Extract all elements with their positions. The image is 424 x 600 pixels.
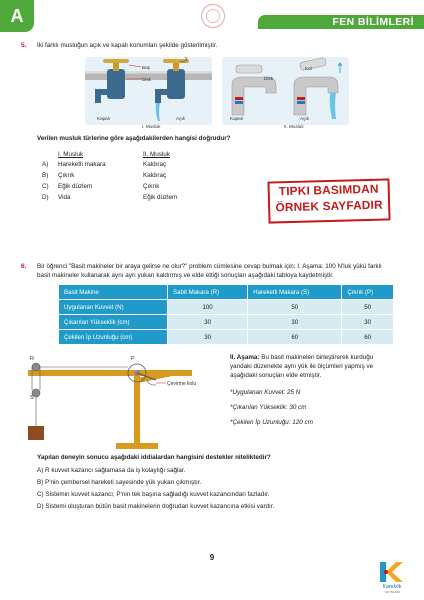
stage2-text-1: Bu basit makineleri birleştirerek kurduğu <box>259 354 374 361</box>
table-row <box>59 330 394 345</box>
q6-option-c[interactable]: C) Sistemin kuvvet kazancı; P'nin tek başına sağladığı kuvvet kazancından fazladır. <box>37 491 270 498</box>
table-cell: 30 <box>248 315 342 330</box>
stage2-line-1 <box>230 354 373 362</box>
table-cell: 60 <box>342 330 394 345</box>
fig2-label-kapali: Kapalı <box>230 116 244 121</box>
table-cell: 30 <box>168 330 248 345</box>
q6-number: 6. <box>21 263 27 270</box>
q5-option-c-letter[interactable]: C) <box>42 183 49 190</box>
table-header-row <box>59 285 394 300</box>
stage2-result-1: *Uygulanan Kuvvet: 25 N <box>230 389 301 396</box>
table-header-cell: Hareketli Makara (S) <box>248 285 342 300</box>
q6-text-line-2: basit makineler kullanarak aynı ayrı yukarı kaldırmış ve elde ettiği sonuçları aşağıdaki tabloya kaydetmiştir. <box>37 272 334 279</box>
q5-number: 5. <box>21 42 27 49</box>
stage2-line-2: yandaki düzenekte aynı yük ile ölçümleri yapmış ve <box>230 363 374 370</box>
q6-option-b[interactable]: B) P'nin çembersel hareketi sayesinde yük yukarı çıkmıştır. <box>37 479 202 486</box>
table-row-label: Çekilen İp Uzunluğu (cm) <box>59 330 168 345</box>
table-row <box>59 300 394 315</box>
publisher-logo <box>372 560 412 594</box>
stage2-result-3: *Çekilen İp Uzunluğu: 120 cm <box>230 419 313 426</box>
fig2-label-disk: Disk <box>264 76 273 81</box>
apparatus-label-p: P <box>131 356 135 362</box>
fig1-label-bas: Baş <box>142 65 150 70</box>
page-number: 9 <box>209 553 215 562</box>
q5-col1-header: I. Musluk <box>58 151 84 158</box>
pulley-winch-illustration <box>20 350 200 450</box>
table-cell: 60 <box>248 330 342 345</box>
q5-option-c-c2: Çıkrık <box>143 183 160 190</box>
table-row <box>59 315 394 330</box>
q6-prompt: Yapılan deneyin sonucu aşağıdaki iddialardan hangisini destekler niteliktedir? <box>37 454 271 461</box>
section-badge: A <box>0 0 34 32</box>
apparatus-label-cevirme-kolu: Çevirme kolu <box>167 381 197 387</box>
table-row-label: Uygulanan Kuvvet (N) <box>59 300 168 315</box>
table-header-cell: Basit Makine <box>59 285 168 300</box>
publisher-sub: YAYINLARI <box>384 590 400 594</box>
table-cell: 50 <box>342 300 394 315</box>
table-cell: 100 <box>168 300 248 315</box>
table-cell: 30 <box>168 315 248 330</box>
table-header-cell: Sabit Makara (R) <box>168 285 248 300</box>
q5-option-b-letter[interactable]: B) <box>42 172 49 179</box>
table-cell: 50 <box>248 300 342 315</box>
apparatus-label-r: R <box>30 356 34 362</box>
q5-option-d-c1: Vida <box>58 194 71 201</box>
apparatus-label-s: S <box>30 395 34 401</box>
ministry-logo-inner <box>206 9 220 23</box>
stamp-line-1: TIPKI BASIMDAN <box>278 181 379 199</box>
table-row-label: Çıkarılan Yükseklik (cm) <box>59 315 168 330</box>
table-cell: 30 <box>342 315 394 330</box>
fig1-label-acik: Açık <box>176 116 185 121</box>
fig2-label-acik: Açık <box>300 116 309 121</box>
q5-option-b-c1: Çıkrık <box>58 172 75 179</box>
q5-option-d-letter[interactable]: D) <box>42 194 49 201</box>
q6-results-table <box>58 284 394 345</box>
q5-figure-2 <box>222 57 349 125</box>
fig1-label-kapali: Kapalı <box>97 116 111 121</box>
q5-col2-header: II. Musluk <box>143 151 170 158</box>
fig2-caption: II. Musluk <box>284 124 304 129</box>
q6-text-line-1: Bir öğrenci "Basit makineler bir araya gelirse ne olur?" problem cümlesine cevap bulmak için; I. Aşama: 100 N'luk yükü farklı <box>37 263 382 270</box>
q6-option-d[interactable]: D) Sistemi oluşturan bütün basit makinelerin doğrudan kuvvet kazancına etkisi vardır. <box>37 503 275 510</box>
lever-tap-illustration <box>222 57 349 125</box>
q5-option-a-c2: Kaldıraç <box>143 161 167 168</box>
q5-option-d-c2: Eğik düzlem <box>143 194 178 201</box>
q5-text: İki farklı musluğun açık ve kapalı konumları şekilde gösterilmiştir. <box>37 42 218 49</box>
stage2-result-2: *Çıkarılan Yükseklik: 30 cm <box>230 404 307 411</box>
fig1-label-disk: Disk <box>142 77 151 82</box>
fig2-label-kol: Kol <box>305 66 312 71</box>
table-header-cell: Çıkrık (P) <box>342 285 394 300</box>
q5-option-c-c1: Eğik düzlem <box>58 183 93 190</box>
publisher-name: Karekök <box>382 584 402 590</box>
q5-option-a-letter[interactable]: A) <box>42 161 49 168</box>
subject-title: FEN BİLİMLERİ <box>258 15 424 29</box>
sample-page-stamp <box>267 178 390 223</box>
fig1-caption: I. Musluk <box>142 124 161 129</box>
stage2-title: II. Aşama: <box>230 354 260 361</box>
q6-apparatus-figure <box>20 350 200 450</box>
q6-option-a[interactable]: A) R kuvvet kazancı sağlamasa da iş kolaylığı sağlar. <box>37 467 186 474</box>
stage2-line-3: aşağıdaki sonuçları elde etmiştir. <box>230 372 322 379</box>
stamp-line-2: ÖRNEK SAYFADIR <box>275 197 383 215</box>
q5-prompt: Verilen musluk türlerine göre aşağıdakilerden hangisi doğrudur? <box>37 135 231 142</box>
q5-option-a-c1: Hareketli makara <box>58 161 106 168</box>
q5-option-b-c2: Kaldıraç <box>143 172 167 179</box>
publisher-logo-icon <box>372 560 412 584</box>
